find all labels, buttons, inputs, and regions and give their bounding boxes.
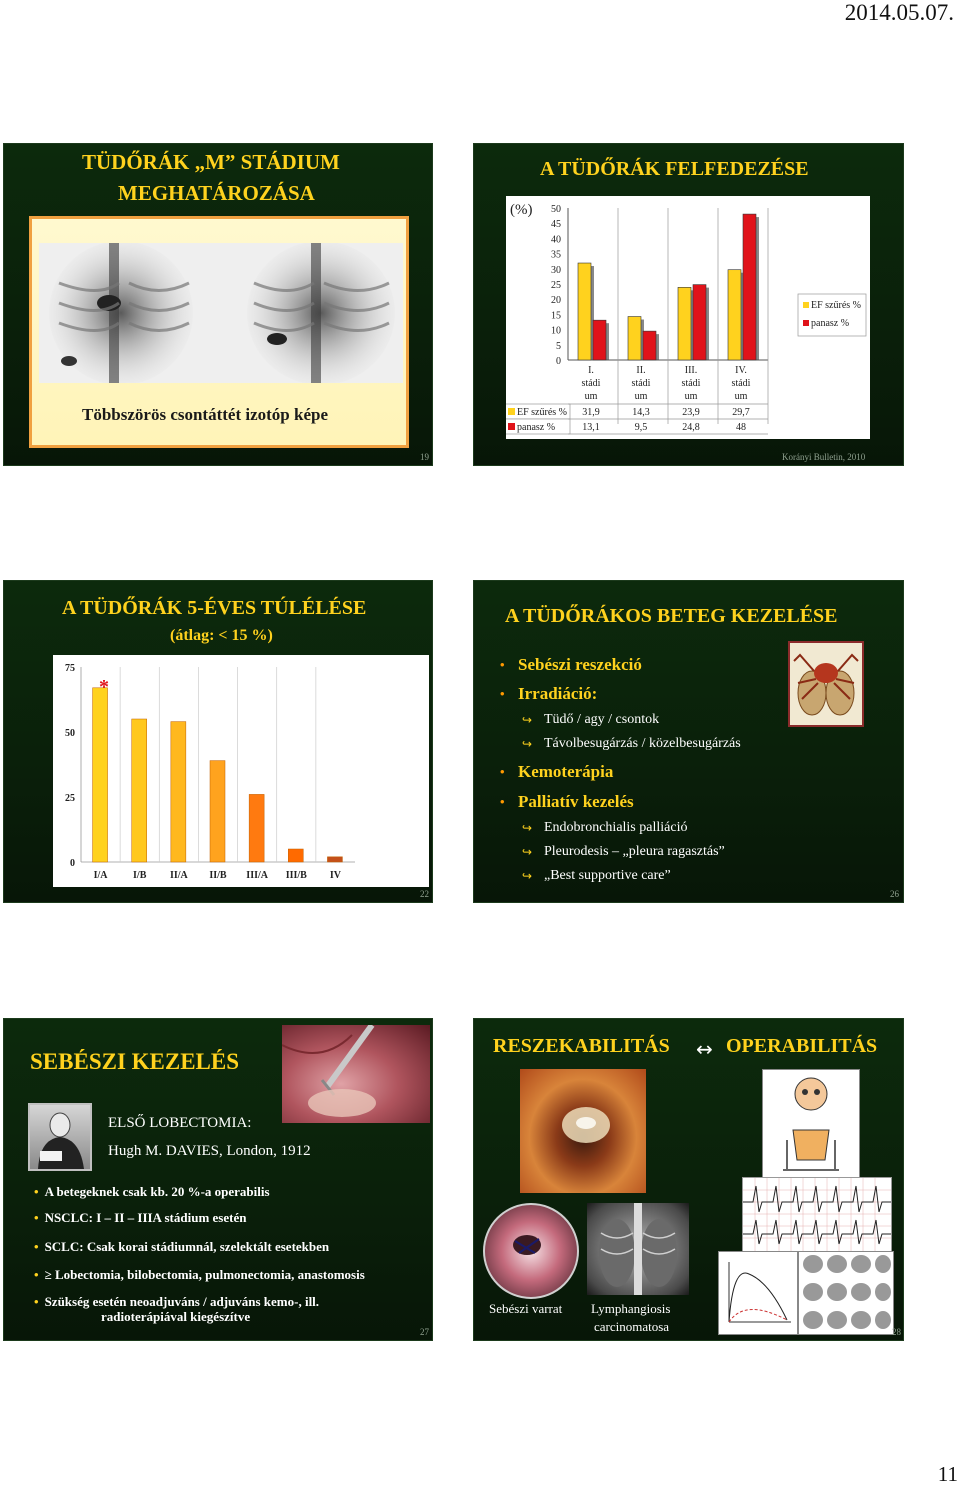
y-tick-label: 75 bbox=[65, 663, 75, 674]
x-tick-label: stádi bbox=[581, 378, 601, 389]
slide-number: 28 bbox=[892, 1327, 901, 1337]
x-tick-label: stádi bbox=[631, 378, 651, 389]
treatment-list bbox=[500, 651, 800, 888]
treatment-item: • Kemoterápia bbox=[500, 758, 800, 786]
scan-panel bbox=[29, 216, 409, 448]
table-value: 31,9 bbox=[582, 407, 600, 418]
slide-20-title: A TÜDŐRÁK FELFEDEZÉSE bbox=[540, 158, 809, 180]
y-tick-label: 40 bbox=[551, 234, 561, 246]
surgery-photo bbox=[282, 1025, 430, 1123]
slide-28 bbox=[473, 1018, 904, 1341]
detection-chart bbox=[506, 196, 870, 439]
slide-number: 19 bbox=[420, 452, 429, 462]
slide-26 bbox=[473, 580, 904, 903]
survival-bar bbox=[288, 849, 303, 862]
x-tick-label: um bbox=[684, 391, 698, 402]
survival-bar bbox=[132, 719, 147, 862]
bronchoscopy-svg bbox=[520, 1069, 646, 1193]
slide-19-title-line1: TÜDŐRÁK „M” STÁDIUM bbox=[82, 150, 340, 174]
y-tick-label: 25 bbox=[65, 793, 75, 804]
detection-chart-panel bbox=[506, 196, 870, 439]
bar-panasz bbox=[743, 214, 756, 360]
first-lobectomy-detail: Hugh M. DAVIES, London, 1912 bbox=[108, 1143, 311, 1159]
double-arrow-icon: ↔ bbox=[696, 1037, 713, 1061]
y-tick-label: 50 bbox=[65, 728, 75, 739]
xray-image bbox=[587, 1203, 689, 1295]
y-tick-label: 45 bbox=[551, 219, 561, 231]
x-tick-label: II. bbox=[636, 365, 646, 376]
slide-26-title: A TÜDŐRÁKOS BETEG KEZELÉSE bbox=[505, 605, 838, 627]
y-tick-label: 5 bbox=[556, 340, 561, 352]
survival-bar bbox=[93, 688, 108, 862]
crab-lungs-svg bbox=[790, 643, 862, 725]
y-tick-label: 15 bbox=[551, 310, 561, 322]
spirometry-svg bbox=[719, 1252, 797, 1334]
page-date: 2014.05.07. bbox=[844, 0, 954, 25]
treatment-item: • Palliatív kezelés bbox=[500, 788, 800, 816]
bar-ef bbox=[578, 263, 591, 360]
arrow-icon: ↪ bbox=[522, 869, 533, 883]
surgery-bullet-continuation: radioterápiával kiegészítve bbox=[101, 1309, 251, 1324]
significance-asterisk: * bbox=[99, 676, 109, 698]
survival-title: A TÜDŐRÁK 5-ÉVES TÚLÉLÉSE bbox=[62, 597, 367, 619]
x-tick-label: um bbox=[584, 391, 598, 402]
surgery-bullet: • SCLC: Csak korai stádiumnál, szelektált esetekben bbox=[34, 1239, 330, 1254]
surgery-bullet: • Szükség esetén neoadjuváns / adjuváns kemo-, ill. bbox=[34, 1294, 320, 1309]
portrait-svg bbox=[30, 1105, 90, 1169]
operability-title: OPERABILITÁS bbox=[726, 1035, 878, 1057]
table-series-name: EF szűrés % bbox=[517, 407, 567, 418]
survival-bar bbox=[210, 761, 225, 862]
y-tick-label: 50 bbox=[551, 204, 561, 215]
survival-chart-panel bbox=[53, 655, 429, 887]
arrow-icon: ↪ bbox=[522, 713, 533, 727]
x-tick-label: II/A bbox=[169, 870, 188, 881]
treatment-subitem: ↪ Távolbesugárzás / közelbesugárzás bbox=[500, 732, 800, 756]
slide-number: 26 bbox=[890, 889, 899, 899]
source-note: Korányi Bulletin, 2010 bbox=[782, 452, 866, 462]
table-value: 48 bbox=[736, 422, 746, 433]
treatment-item: • Sebészi reszekció bbox=[500, 651, 800, 679]
treatment-subitem: ↪ Pleurodesis – „pleura ragasztás” bbox=[500, 840, 800, 864]
x-tick-label: III/A bbox=[246, 870, 268, 881]
treatment-subitem: ↪ „Best supportive care” bbox=[500, 864, 800, 888]
suture-svg bbox=[485, 1205, 577, 1297]
bar-ef bbox=[678, 287, 691, 360]
table-value: 13,1 bbox=[582, 422, 600, 433]
bone-scan-svg bbox=[39, 243, 403, 383]
x-tick-label: I/B bbox=[133, 870, 147, 881]
survival-bar bbox=[249, 794, 264, 862]
legend-label: panasz % bbox=[811, 318, 850, 329]
y-axis-label: (%) bbox=[510, 202, 533, 218]
surgery-bullet: • ≥ Lobectomia, bilobectomia, pulmonectomia, anastomosis bbox=[34, 1267, 365, 1282]
legend-label: EF szűrés % bbox=[811, 300, 861, 311]
x-tick-label: um bbox=[634, 391, 648, 402]
bar-panasz bbox=[593, 320, 606, 360]
bronchoscopy-image bbox=[520, 1069, 646, 1193]
table-value: 9,5 bbox=[634, 422, 648, 433]
y-tick-label: 25 bbox=[551, 280, 561, 291]
arrow-icon: ↪ bbox=[522, 845, 533, 859]
bar-panasz bbox=[693, 285, 706, 360]
table-series-name: panasz % bbox=[517, 422, 556, 433]
suture-caption: Sebészi varrat bbox=[489, 1301, 563, 1316]
legend-swatch bbox=[803, 320, 809, 326]
survival-bar bbox=[327, 857, 342, 862]
x-tick-label: I/A bbox=[93, 870, 108, 881]
survival-chart bbox=[53, 655, 429, 887]
x-tick-label: stádi bbox=[731, 378, 751, 389]
lymphangiosis-caption-line1: Lymphangiosis bbox=[591, 1301, 671, 1316]
arrow-icon: ↪ bbox=[522, 821, 533, 835]
slide-number: 22 bbox=[420, 889, 429, 899]
scan-caption: Többszörös csontáttét izotóp képe bbox=[82, 405, 329, 424]
treatment-subitem: ↪ Tüdő / agy / csontok bbox=[500, 708, 800, 732]
cartoon-patient-image bbox=[762, 1069, 860, 1181]
scintigraphy-grid-image bbox=[798, 1251, 894, 1335]
ecg-svg bbox=[743, 1178, 891, 1252]
surgery-bullet: • NSCLC: I – II – IIIA stádium esetén bbox=[34, 1210, 247, 1225]
table-value: 23,9 bbox=[682, 407, 700, 418]
slide-19 bbox=[3, 143, 433, 466]
y-tick-label: 10 bbox=[551, 325, 561, 337]
slide-20 bbox=[473, 143, 904, 466]
xray-svg bbox=[587, 1203, 689, 1295]
davies-portrait bbox=[28, 1103, 92, 1171]
y-tick-label: 0 bbox=[556, 356, 561, 367]
ecg-image bbox=[742, 1177, 892, 1253]
slide-19-title-line2: MEGHATÁROZÁSA bbox=[118, 181, 315, 205]
slide-number: 27 bbox=[420, 1327, 429, 1337]
y-tick-label: 0 bbox=[70, 858, 75, 869]
resectability-title: RESZEKABILITÁS bbox=[493, 1035, 670, 1057]
table-value: 29,7 bbox=[732, 407, 750, 418]
slide-27 bbox=[3, 1018, 433, 1341]
x-tick-label: IV. bbox=[735, 365, 747, 376]
y-tick-label: 20 bbox=[551, 295, 561, 307]
surgery-photo-svg bbox=[282, 1025, 430, 1123]
x-tick-label: II/B bbox=[209, 870, 227, 881]
x-tick-label: III. bbox=[684, 365, 698, 376]
table-swatch bbox=[508, 423, 515, 430]
y-tick-label: 30 bbox=[551, 264, 561, 276]
surgery-bullet: • A betegeknek csak kb. 20 %-a operabilis bbox=[34, 1184, 270, 1199]
table-value: 24,8 bbox=[682, 422, 700, 433]
treatment-item: • Irradiáció: bbox=[500, 680, 800, 708]
arrow-icon: ↪ bbox=[522, 737, 533, 751]
survival-subtitle: (átlag: < 15 %) bbox=[170, 627, 273, 644]
page-number: 11 bbox=[937, 1462, 958, 1486]
suture-image bbox=[483, 1203, 579, 1299]
lymphangiosis-caption-line2: carcinomatosa bbox=[594, 1319, 670, 1334]
treatment-subitem: ↪ Endobronchialis palliáció bbox=[500, 816, 800, 840]
bone-scan-image bbox=[39, 243, 403, 383]
slide-22 bbox=[3, 580, 433, 903]
x-tick-label: III/B bbox=[285, 870, 307, 881]
first-lobectomy-label: ELSŐ LOBECTOMIA: bbox=[108, 1115, 252, 1131]
spirometry-image bbox=[718, 1251, 798, 1335]
cartoon-patient-svg bbox=[763, 1070, 859, 1180]
table-value: 14,3 bbox=[632, 407, 650, 418]
x-tick-label: IV bbox=[329, 870, 341, 881]
scintigraphy-svg bbox=[799, 1252, 893, 1334]
x-tick-label: stádi bbox=[681, 378, 701, 389]
y-tick-label: 35 bbox=[551, 249, 561, 261]
bar-panasz bbox=[643, 331, 656, 360]
table-swatch bbox=[508, 408, 515, 415]
survival-bar bbox=[171, 722, 186, 862]
legend-swatch bbox=[803, 302, 809, 308]
slide-27-title: SEBÉSZI KEZELÉS bbox=[30, 1049, 240, 1074]
x-tick-label: I. bbox=[588, 365, 594, 376]
bar-ef bbox=[628, 317, 641, 360]
bar-ef bbox=[728, 270, 741, 360]
x-tick-label: um bbox=[734, 391, 748, 402]
